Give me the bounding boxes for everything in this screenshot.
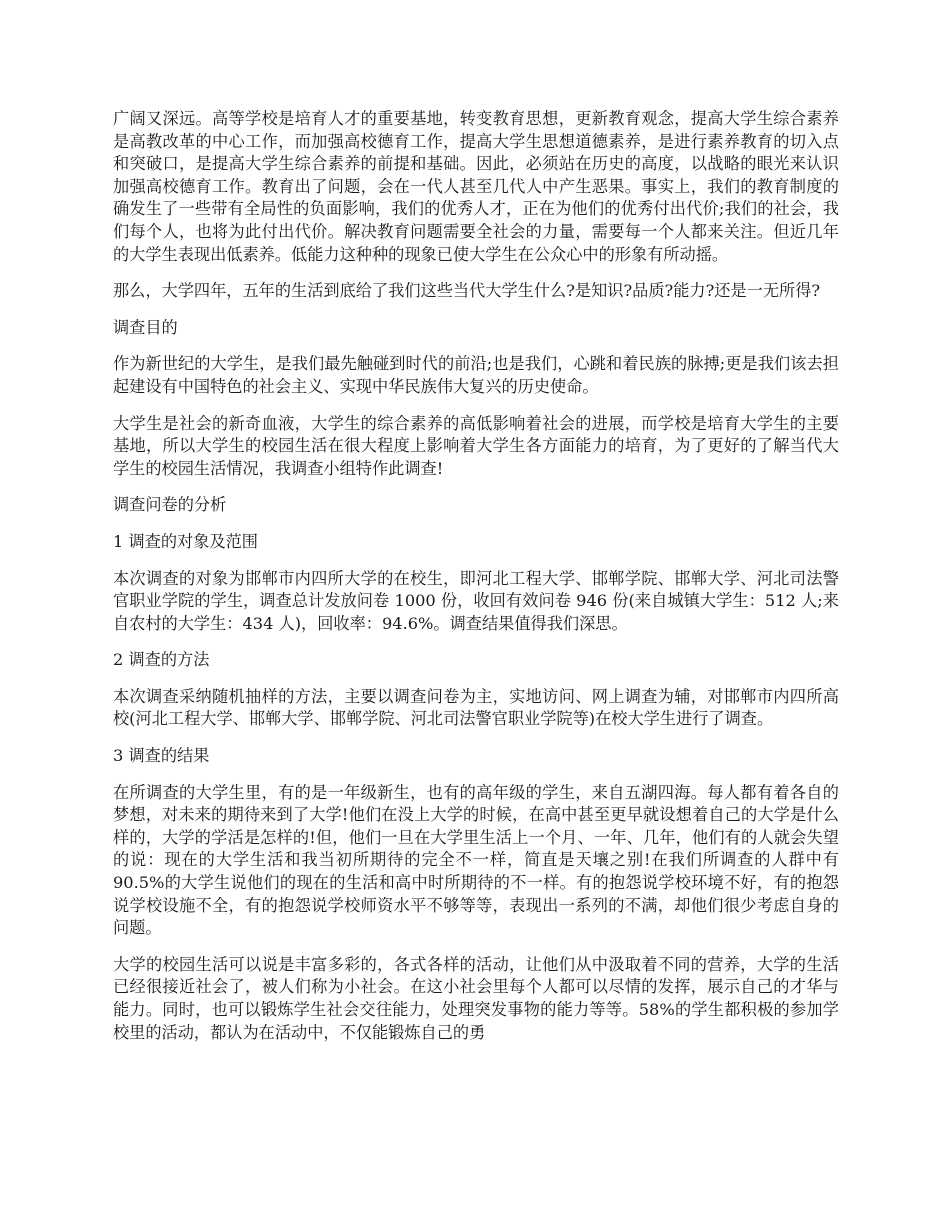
paragraph: 大学生是社会的新奇血液，大学生的综合素养的高低影响着社会的进展，而学校是培育大学生的主要基地，所以大学生的校园生活在很大程度上影响着大学生各方面能力的培育，为了更好的了解当代大学生的校园生活情况，我调查小组特作此调查! [113, 413, 839, 478]
paragraph: 在所调查的大学生里，有的是一年级新生，也有的高年级的学生，来自五湖四海。每人都有着各自的梦想，对未来的期待来到了大学!他们在没上大学的时候，在高中甚至更早就设想着自己的大学是什么样的，大学的学活是怎样的!但，他们一旦在大学里生活上一个月、一年、几年，他们有的人就会失望的说：现在的大学生活和我当初所期待的完全不一样，简直是天壤之别!在我们所调查的人群中有 90.5%的大学生说他们的现在的生活和高中时所期待的不一样。有的抱怨说学校环境不好，有的抱怨说学校设施不全，有的抱怨说学校师资水平不够等等，表现出一系列的不满，却他们很少考虑自身的问题。 [113, 782, 839, 938]
paragraph: 作为新世纪的大学生，是我们最先触碰到时代的前沿;也是我们，心跳和着民族的脉搏;更是我们该去担起建设有中国特色的社会主义、实现中华民族伟大复兴的历史使命。 [113, 354, 839, 396]
document-body [113, 108, 839, 1058]
paragraph: 本次调查的对象为邯郸市内四所大学的在校生，即河北工程大学、邯郸学院、邯郸大学、河北司法警官职业学院的学生，调查总计发放问卷 1000 份，收回有效问卷 946 份(来自城镇大学生：512 人;来自农村的大学生：434 人)，回收率：94.6%。调查结果值得我们深思。 [113, 568, 839, 633]
section-heading: 2 调查的方法 [113, 650, 210, 670]
section-heading: 调查目的 [113, 317, 178, 337]
paragraph: 本次调查采纳随机抽样的方法，主要以调查问卷为主，实地访问、网上调查为辅，对邯郸市内四所高校(河北工程大学、邯郸大学、邯郸学院、河北司法警官职业学院等)在校大学生进行了调查。 [113, 686, 839, 729]
paragraph: 大学的校园生活可以说是丰富多彩的，各式各样的活动，让他们从中汲取着不同的营养，大学的生活已经很接近社会了，被人们称为小社会。在这小社会里每个人都可以尽情的发挥，展示自己的才华与能力。同时，也可以锻炼学生社会交往能力，处理突发事物的能力等等。58%的学生都积极的参加学校里的活动，都认为在活动中，不仅能锻炼自己的勇 [113, 954, 839, 1042]
paragraph: 那么，大学四年，五年的生活到底给了我们这些当代大学生什么?是知识?品质?能力?还是一无所得? [113, 281, 821, 301]
section-heading: 调查问卷的分析 [113, 495, 227, 515]
section-heading: 3 调查的结果 [113, 746, 210, 766]
section-heading: 1 调查的对象及范围 [113, 531, 258, 551]
paragraph: 广阔又深远。高等学校是培育人才的重要基地，转变教育思想，更新教育观念，提高大学生综合素养是高教改革的中心工作，而加强高校德育工作，提高大学生思想道德素养，是进行素养教育的切入点和突破口，是提高大学生综合素养的前提和基础。因此，必须站在历史的高度，以战略的眼光来认识加强高校德育工作。教育出了问题，会在一代人甚至几代人中产生恶果。事实上，我们的教育制度的确发生了一些带有全局性的负面影响，我们的优秀人才，正在为他们的优秀付出代价;我们的社会，我们每个人，也将为此付出代价。解决教育问题需要全社会的力量，需要每一个人都来关注。但近几年的大学生表现出低素养。低能力这种种的现象已使大学生在公众心中的形象有所动摇。 [113, 109, 839, 264]
